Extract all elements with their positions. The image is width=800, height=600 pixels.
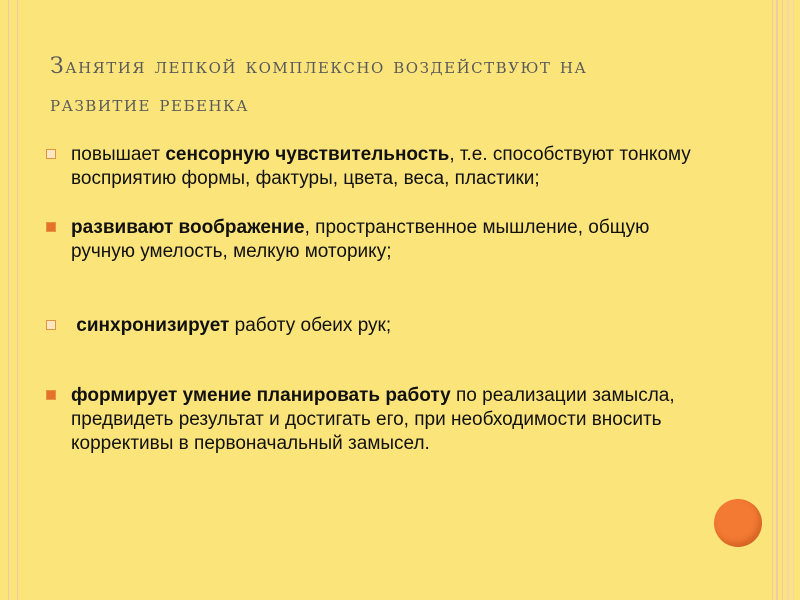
bullet-square-icon <box>46 222 56 232</box>
slide-title-line-2: развитие ребенка <box>50 92 249 117</box>
bullet-2-bold: развивают воображение <box>71 217 305 238</box>
bullet-1-prefix: повышает <box>71 144 166 165</box>
bullet-square-icon <box>46 149 56 159</box>
bullet-square-icon <box>46 320 56 330</box>
bullet-list <box>46 143 696 456</box>
left-frame-decoration <box>8 0 18 600</box>
bullet-item-1 <box>46 143 696 191</box>
bullet-square-icon <box>46 390 56 400</box>
bullet-item-4 <box>46 384 696 456</box>
bullet-item-3 <box>46 314 696 338</box>
bullet-2-text: , пространственное мышление, общую ручную умелость, мелкую моторику; <box>71 217 650 262</box>
bullet-3-bold: синхронизирует <box>76 315 230 336</box>
bullet-3-text: работу обеих рук; <box>229 315 392 336</box>
right-frame-decoration <box>762 0 800 600</box>
bullet-1-text: , т.е. способствуют тонкому восприятию формы, фактуры, цвета, веса, пластики; <box>71 144 691 189</box>
slide-title-line-1: Занятия лепкой комплексно воздействуют на <box>50 54 588 79</box>
bullet-4-text: по реализации замысла, предвидеть результат и достигать его, при необходимости вносить коррективы в первоначальный замысел. <box>71 385 675 454</box>
slide-title <box>50 48 750 124</box>
bullet-item-2 <box>46 216 696 264</box>
bullet-1-bold: сенсорную чувствительность <box>165 144 450 165</box>
decorative-circle <box>714 499 762 547</box>
bullet-4-bold: формирует умение планировать работу <box>71 385 451 406</box>
